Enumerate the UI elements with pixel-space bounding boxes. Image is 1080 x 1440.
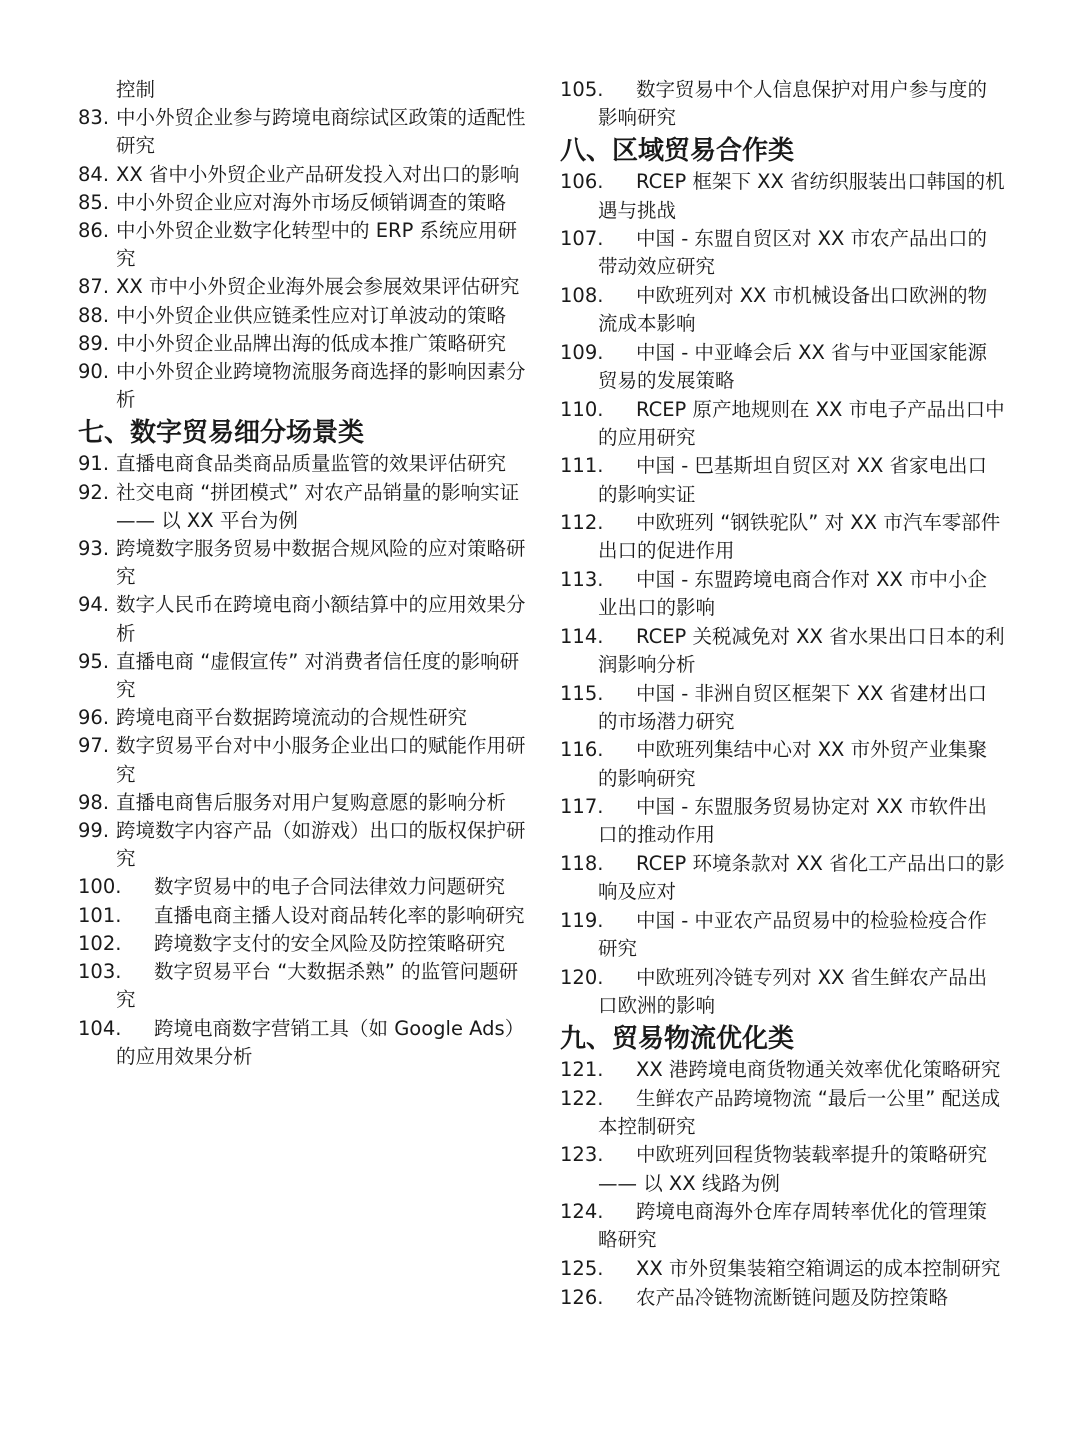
item-text: 中小外贸企业参与跨境电商综试区政策的适配性研究	[116, 106, 526, 158]
item-text: 中国 - 非洲自贸区框架下 XX 省建材出口的市场潜力研究	[598, 681, 988, 733]
item-number: 126.	[560, 1285, 604, 1309]
item-text: 数字贸易平台对中小服务企业出口的赋能作用研究	[116, 734, 526, 786]
item-number: 105.	[560, 78, 604, 101]
list-item	[78, 479, 528, 535]
item-text: 数字贸易平台 “大数据杀熟” 的监管问题研究	[116, 960, 519, 1012]
item-number: 122.	[560, 1086, 604, 1110]
item-text: 中欧班列对 XX 市机械设备出口欧洲的物流成本影响	[598, 284, 988, 336]
item-number: 124.	[560, 1200, 604, 1224]
item-number: 118.	[560, 851, 604, 875]
item-text: 中小外贸企业数字化转型中的 ERP 系统应用研究	[116, 219, 518, 271]
list-item	[78, 648, 528, 704]
item-text: 中欧班列冷链专列对 XX 省生鲜农产品出口欧洲的影响	[598, 965, 988, 1017]
item-number: 88.	[78, 303, 110, 327]
list-item	[78, 161, 528, 189]
section-heading-8: 八、区域贸易合作类	[560, 136, 795, 167]
item-text: 中国 - 东盟跨境电商合作对 XX 市中小企业出口的影响	[598, 567, 988, 620]
list-item	[78, 873, 528, 901]
item-number: 106.	[560, 170, 604, 194]
list-item	[78, 591, 528, 647]
item-text: 中国 - 东盟自贸区对 XX 市农产品出口的带动效应研究	[598, 227, 988, 279]
item-number: 107.	[560, 227, 604, 251]
item-text: RCEP 框架下 XX 省纺织服装出口韩国的机遇与挑战	[598, 170, 1005, 222]
item-number: 123.	[560, 1143, 604, 1167]
list-item	[78, 358, 528, 414]
item-number: 111.	[560, 454, 604, 478]
right-column	[560, 76, 1006, 1312]
item-text: 中国 - 东盟服务贸易协定对 XX 市软件出口的推动作用	[598, 795, 988, 847]
list-item	[78, 817, 528, 873]
list-item	[78, 930, 528, 958]
list-item	[560, 566, 1006, 622]
list-item	[78, 732, 528, 788]
item-text: 生鲜农产品跨境物流 “最后一公里” 配送成本控制研究	[598, 1086, 1001, 1138]
list-item	[560, 964, 1006, 1020]
item-text: 跨境数字服务贸易中数据合规风险的应对策略研究	[116, 537, 526, 589]
item-text: 中小外贸企业应对海外市场反倾销调查的策略	[116, 190, 507, 214]
item-number: 103.	[78, 960, 122, 984]
item-number: 96.	[78, 706, 110, 730]
item-text: 农产品冷链物流断链问题及防控策略	[636, 1285, 949, 1309]
item-text: 中小外贸企业供应链柔性应对订单波动的策略	[116, 303, 507, 327]
item-number: 86.	[78, 219, 110, 243]
item-text: 直播电商食品类商品质量监管的效果评估研究	[116, 452, 507, 476]
list-item	[560, 396, 1006, 452]
item-number: 121.	[560, 1057, 604, 1081]
item-number: 94.	[78, 593, 110, 617]
list-item	[78, 1015, 528, 1071]
item-text: 社交电商 “拼团模式” 对农产品销量的影响实证 —— 以 XX 平台为例	[116, 480, 520, 532]
item-number: 87.	[78, 275, 110, 299]
list-item	[560, 1255, 1006, 1283]
item-number: 113.	[560, 567, 604, 591]
item-number: 117.	[560, 795, 604, 819]
item-number: 125.	[560, 1256, 604, 1280]
item-number: 112.	[560, 511, 604, 535]
item-text: XX 市中小外贸企业海外展会参展效果评估研究	[116, 275, 520, 299]
item-number: 114.	[560, 624, 604, 648]
item-number: 110.	[560, 397, 604, 421]
item-text: 跨境电商数字营销工具（如 Google Ads）的应用效果分析	[116, 1016, 525, 1068]
section-heading-9: 九、贸易物流优化类	[560, 1023, 795, 1054]
item-text: 数字贸易中的电子合同法律效力问题研究	[154, 875, 506, 899]
list-item	[560, 1056, 1006, 1084]
item-number: 85.	[78, 190, 110, 214]
list-item	[78, 450, 528, 478]
list-item	[78, 217, 528, 273]
item-number: 102.	[78, 931, 122, 955]
list-item	[560, 623, 1006, 679]
list-item	[560, 736, 1006, 792]
item-number: 116.	[560, 738, 604, 762]
list-item	[78, 330, 528, 358]
item-number: 83.	[78, 106, 110, 130]
item-text: 中欧班列回程货物装载率提升的策略研究 —— 以 XX 线路为例	[598, 1143, 988, 1195]
item-text: 中小外贸企业跨境物流服务商选择的影响因素分析	[116, 360, 526, 412]
item-text: 直播电商主播人设对商品转化率的影响研究	[154, 903, 525, 927]
item-text: XX 省中小外贸企业产品研发投入对出口的影响	[116, 162, 520, 186]
list-item	[560, 509, 1006, 565]
list-item	[78, 789, 528, 817]
list-item	[560, 850, 1006, 906]
item-text: 跨境电商平台数据跨境流动的合规性研究	[116, 706, 468, 730]
item-text: 中欧班列集结中心对 XX 市外贸产业集聚的影响研究	[598, 738, 988, 790]
item-text: 跨境数字支付的安全风险及防控策略研究	[154, 931, 506, 955]
list-item	[560, 452, 1006, 508]
item-text: XX 港跨境电商货物通关效率优化策略研究	[636, 1057, 1001, 1081]
item-number: 91.	[78, 452, 110, 476]
item-number: 101.	[78, 903, 122, 927]
list-item	[78, 302, 528, 330]
list-item	[560, 1141, 1006, 1197]
item-text: 中欧班列 “钢铁驼队” 对 XX 市汽车零部件出口的促进作用	[598, 511, 1001, 563]
list-item	[560, 680, 1006, 736]
item-text: RCEP 原产地规则在 XX 市电子产品出口中的应用研究	[598, 397, 1005, 449]
list-item	[560, 168, 1006, 224]
item-text: XX 市外贸集装箱空箱调运的成本控制研究	[636, 1256, 1001, 1280]
list-item-continuation	[78, 76, 528, 104]
item-number: 109.	[560, 340, 604, 364]
item-number: 90.	[78, 360, 110, 384]
item-text: RCEP 环境条款对 XX 省化工产品出口的影响及应对	[598, 851, 1005, 904]
item-text: RCEP 关税减免对 XX 省水果出口日本的利润影响分析	[598, 624, 1005, 676]
item-text: 中国 - 中亚农产品贸易中的检验检疫合作研究	[598, 908, 987, 960]
item-number: 84.	[78, 162, 110, 186]
item-text: 中小外贸企业品牌出海的低成本推广策略研究	[116, 331, 507, 355]
item-text: 数字人民币在跨境电商小额结算中的应用效果分析	[116, 593, 526, 645]
list-item	[560, 793, 1006, 849]
item-number: 104.	[78, 1016, 122, 1040]
item-number: 115.	[560, 681, 604, 705]
list-item	[78, 535, 528, 591]
list-item	[560, 339, 1006, 395]
item-text: 跨境数字内容产品（如游戏）出口的版权保护研究	[116, 819, 526, 871]
item-number: 93.	[78, 537, 110, 561]
section-heading-7: 七、数字贸易细分场景类	[78, 418, 365, 449]
item-text: 直播电商 “虚假宣传” 对消费者信任度的影响研究	[116, 649, 520, 702]
list-item	[560, 76, 1006, 132]
list-item	[78, 189, 528, 217]
item-text: 跨境电商海外仓库存周转率优化的管理策略研究	[598, 1200, 988, 1252]
list-item	[78, 104, 528, 160]
list-item	[78, 704, 528, 732]
list-item	[78, 273, 528, 301]
item-number: 97.	[78, 734, 110, 758]
item-text: 数字贸易中个人信息保护对用户参与度的影响研究	[598, 78, 988, 130]
item-number: 119.	[560, 908, 604, 932]
list-item	[78, 902, 528, 930]
list-item	[78, 958, 528, 1014]
item-text: 中国 - 中亚峰会后 XX 省与中亚国家能源贸易的发展策略	[598, 340, 988, 392]
item-number: 108.	[560, 284, 604, 307]
item-text: 中国 - 巴基斯坦自贸区对 XX 省家电出口的影响实证	[598, 454, 988, 506]
list-item	[560, 282, 1006, 338]
item-number: 99.	[78, 819, 110, 843]
item-number: 100.	[78, 875, 122, 899]
item-text: 直播电商售后服务对用户复购意愿的影响分析	[116, 790, 507, 814]
list-item	[560, 907, 1006, 963]
item-text: 控制	[116, 78, 156, 101]
item-number: 120.	[560, 965, 604, 989]
item-number: 95.	[78, 649, 110, 673]
item-number: 89.	[78, 331, 110, 355]
list-item	[560, 1198, 1006, 1254]
list-item	[560, 1284, 1006, 1312]
item-number: 92.	[78, 480, 110, 504]
item-number: 98.	[78, 790, 110, 814]
list-item	[560, 1085, 1006, 1141]
list-item	[560, 225, 1006, 281]
left-column	[78, 76, 528, 1071]
